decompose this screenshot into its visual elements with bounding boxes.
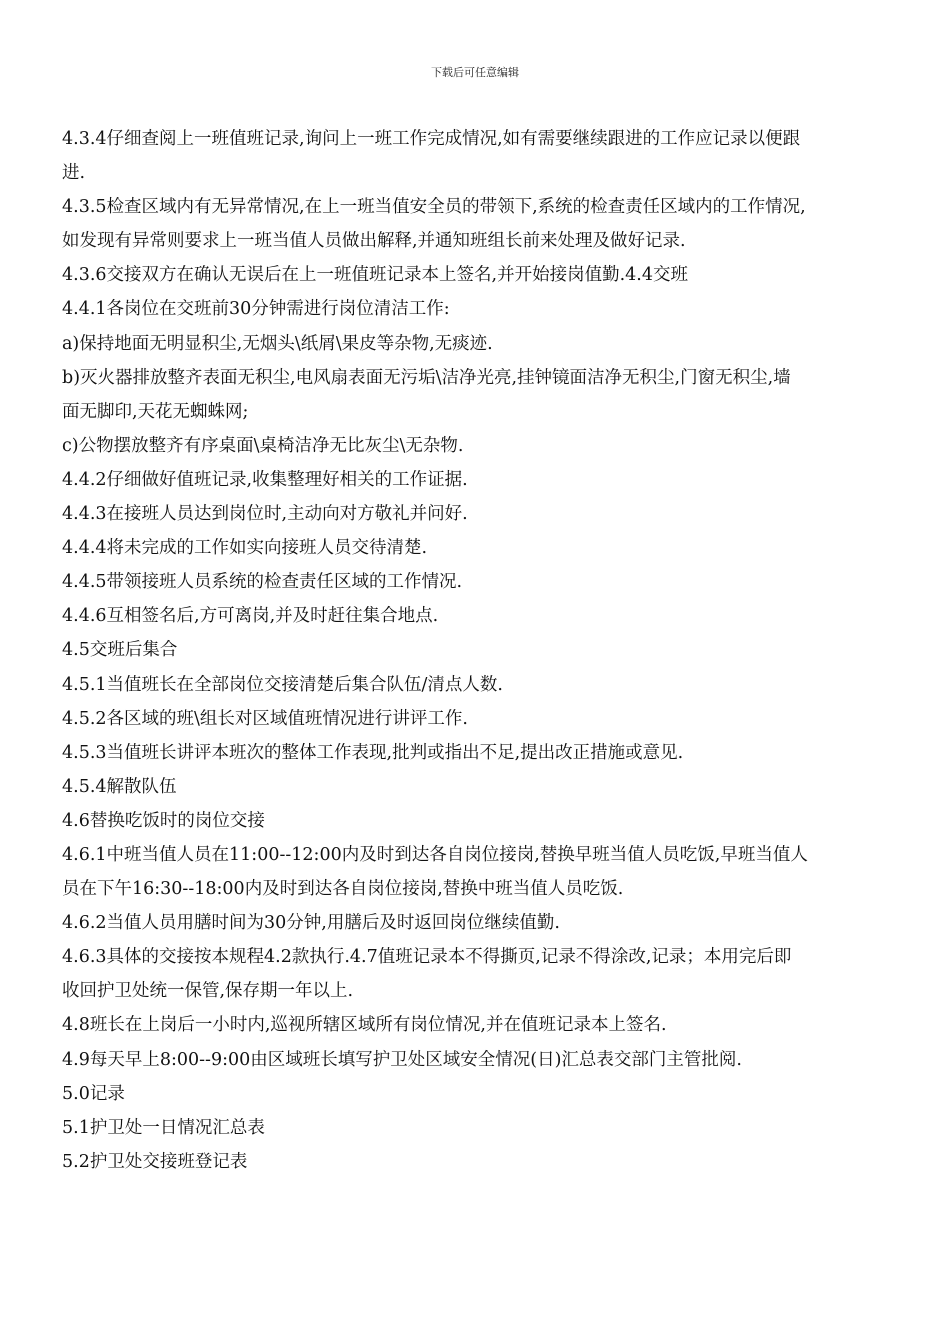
text-line: 面无脚印,天花无蜘蛛网; [62, 401, 249, 422]
text-line: 如发现有异常则要求上一班当值人员做出解释,并通知班组长前来处理及做好记录. [62, 231, 686, 252]
text-line: 4.6.1中班当值人员在11:00--12:00内及时到达各自岗位接岗,替换早班当值人员吃饭,早班当值人 [62, 844, 808, 865]
text-line: b)灭火器排放整齐表面无积尘,电风扇表面无污垢\洁净光亮,挂钟镜面洁净无积尘,门窗无积尘,墙 [62, 367, 791, 388]
text-line: 4.4.4将未完成的工作如实向接班人员交待清楚. [62, 538, 428, 559]
text-line: 进. [62, 163, 86, 184]
text-line: 5.1护卫处一日情况汇总表 [62, 1117, 265, 1138]
text-line: 4.5.2各区域的班\组长对区域值班情况进行讲评工作. [62, 708, 468, 729]
text-line: 4.6.2当值人员用膳时间为30分钟,用膳后及时返回岗位继续值勤. [62, 913, 560, 934]
section-heading: 4.6替换吃饭时的岗位交接 [62, 810, 265, 831]
text-line: 4.9每天早上8:00--9:00由区域班长填写护卫处区域安全情况(日)汇总表交部门主管批阅. [62, 1049, 742, 1070]
text-line: 5.2护卫处交接班登记表 [62, 1151, 248, 1172]
text-line: 4.5.4解散队伍 [62, 776, 177, 797]
text-line: a)保持地面无明显积尘,无烟头\纸屑\果皮等杂物,无痰迹. [62, 333, 493, 354]
text-line: 4.8班长在上岗后一小时内,巡视所辖区域所有岗位情况,并在值班记录本上签名. [62, 1015, 667, 1036]
document-body [62, 122, 888, 1179]
text-line: 4.5.3当值班长讲评本班次的整体工作表现,批判或指出不足,提出改正措施或意见. [62, 742, 684, 763]
text-line: 4.4.3在接班人员达到岗位时,主动向对方敬礼并问好. [62, 504, 468, 525]
text-line: 4.3.4仔细查阅上一班值班记录,询问上一班工作完成情况,如有需要继续跟进的工作应记录以便跟 [62, 129, 801, 149]
text-line: 员在下午16:30--18:00内及时到达各自岗位接岗,替换中班当值人员吃饭. [62, 879, 624, 900]
section-heading: 5.0记录 [62, 1083, 125, 1104]
text-line: 4.5.1当值班长在全部岗位交接清楚后集合队伍/清点人数. [62, 674, 503, 695]
text-line: 4.4.5带领接班人员系统的检查责任区域的工作情况. [62, 572, 463, 593]
page-header: 下载后可任意编辑 [431, 66, 519, 79]
text-line: 4.3.5检查区域内有无异常情况,在上一班当值安全员的带领下,系统的检查责任区域内的工作情况, [62, 197, 806, 218]
text-line: 4.4.2仔细做好值班记录,收集整理好相关的工作证据. [62, 469, 468, 490]
text-line: 4.6.3具体的交接按本规程4.2款执行.4.7值班记录本不得撕页,记录不得涂改,记录；本用完后即 [62, 947, 792, 968]
text-line: 4.4.6互相签名后,方可离岗,并及时赶往集合地点. [62, 606, 439, 627]
text-line: 4.3.6交接双方在确认无误后在上一班值班记录本上签名,并开始接岗值勤.4.4交班 [62, 265, 688, 286]
text-line: 收回护卫处统一保管,保存期一年以上. [62, 981, 354, 1002]
text-line: 4.4.1各岗位在交班前30分钟需进行岗位清洁工作: [62, 299, 450, 320]
section-heading: 4.5交班后集合 [62, 640, 178, 661]
text-line: c)公物摆放整齐有序桌面\桌椅洁净无比灰尘\无杂物. [62, 435, 464, 456]
